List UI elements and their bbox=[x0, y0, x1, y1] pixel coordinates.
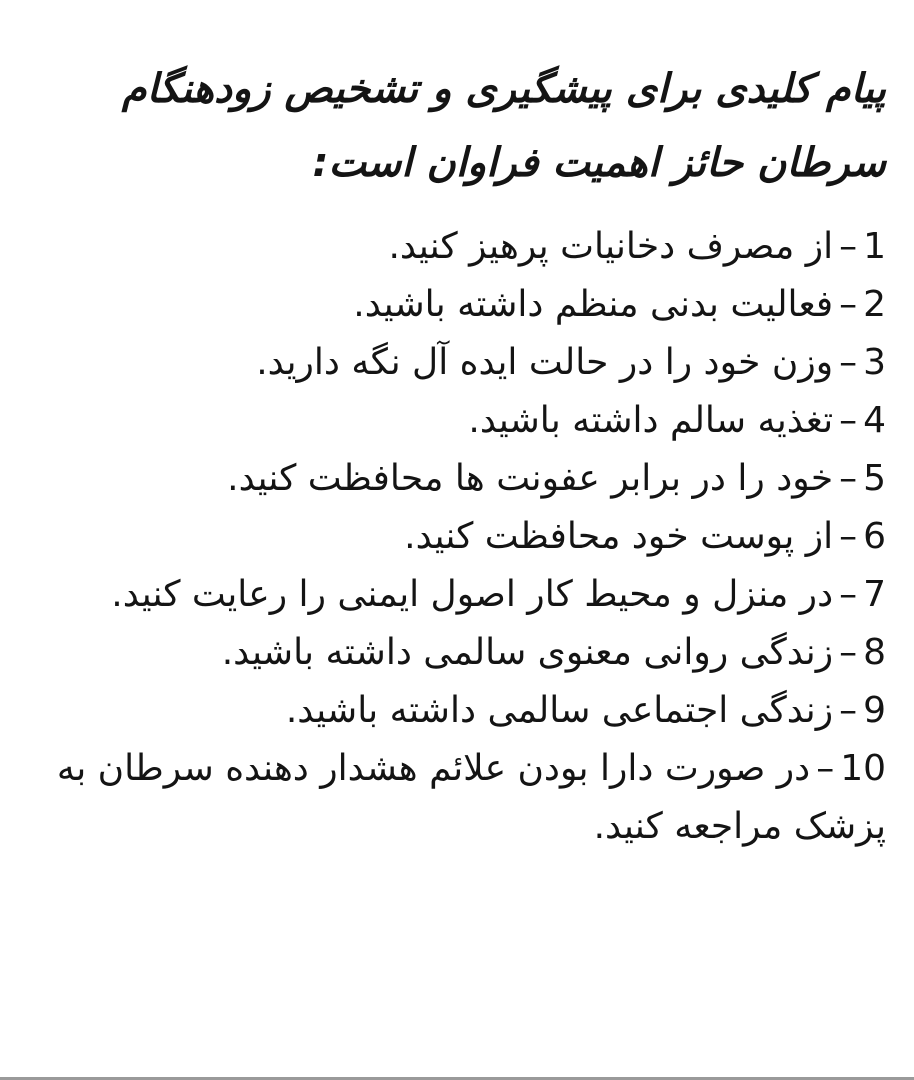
item-number: 8 bbox=[863, 632, 886, 673]
item-number: 4 bbox=[863, 400, 886, 441]
item-number: 9 bbox=[863, 690, 886, 731]
item-separator: – bbox=[839, 226, 858, 267]
list-item bbox=[40, 508, 886, 566]
item-text: خود را در برابر عفونت ها محافظت کنید. bbox=[227, 458, 834, 499]
item-text: زندگی اجتماعی سالمی داشته باشید. bbox=[285, 690, 834, 731]
item-text: در منزل و محیط کار اصول ایمنی را رعایت کنید. bbox=[111, 574, 834, 615]
list-item bbox=[40, 218, 886, 276]
list-item bbox=[40, 682, 886, 740]
item-separator: – bbox=[839, 400, 858, 441]
item-text: تغذیه سالم داشته باشید. bbox=[468, 400, 834, 441]
item-number: 10 bbox=[840, 748, 886, 789]
list-item bbox=[40, 334, 886, 392]
list-item bbox=[40, 276, 886, 334]
list-item bbox=[40, 392, 886, 450]
item-separator: – bbox=[839, 516, 858, 557]
list-item bbox=[40, 740, 886, 856]
item-separator: – bbox=[839, 690, 858, 731]
list-item bbox=[40, 566, 886, 624]
item-number: 6 bbox=[863, 516, 886, 557]
item-number: 5 bbox=[863, 458, 886, 499]
item-number: 2 bbox=[863, 284, 886, 325]
item-text: از پوست خود محافظت کنید. bbox=[404, 516, 834, 557]
list-item bbox=[40, 624, 886, 682]
item-separator: – bbox=[839, 284, 858, 325]
item-number: 3 bbox=[863, 342, 886, 383]
item-number: 7 bbox=[863, 574, 886, 615]
item-separator: – bbox=[839, 342, 858, 383]
item-separator: – bbox=[816, 748, 835, 789]
document-content bbox=[40, 52, 886, 856]
item-separator: – bbox=[839, 574, 858, 615]
item-separator: – bbox=[839, 632, 858, 673]
item-text: در صورت دارا بودن علائم هشدار دهنده سرطان به پزشک مراجعه کنید. bbox=[56, 748, 886, 847]
item-text: وزن خود را در حالت ایده آل نگه دارید. bbox=[256, 342, 834, 383]
document-title: پیام کلیدی برای پیشگیری و تشخیص زودهنگام سرطان حائز اهمیت فراوان است: bbox=[121, 66, 886, 186]
item-text: فعالیت بدنی منظم داشته باشید. bbox=[353, 284, 834, 325]
item-number: 1 bbox=[863, 226, 886, 267]
list-item bbox=[40, 450, 886, 508]
prevention-list bbox=[40, 218, 886, 856]
item-text: زندگی روانی معنوی سالمی داشته باشید. bbox=[221, 632, 834, 673]
item-text: از مصرف دخانیات پرهیز کنید. bbox=[388, 226, 834, 267]
item-separator: – bbox=[839, 458, 858, 499]
